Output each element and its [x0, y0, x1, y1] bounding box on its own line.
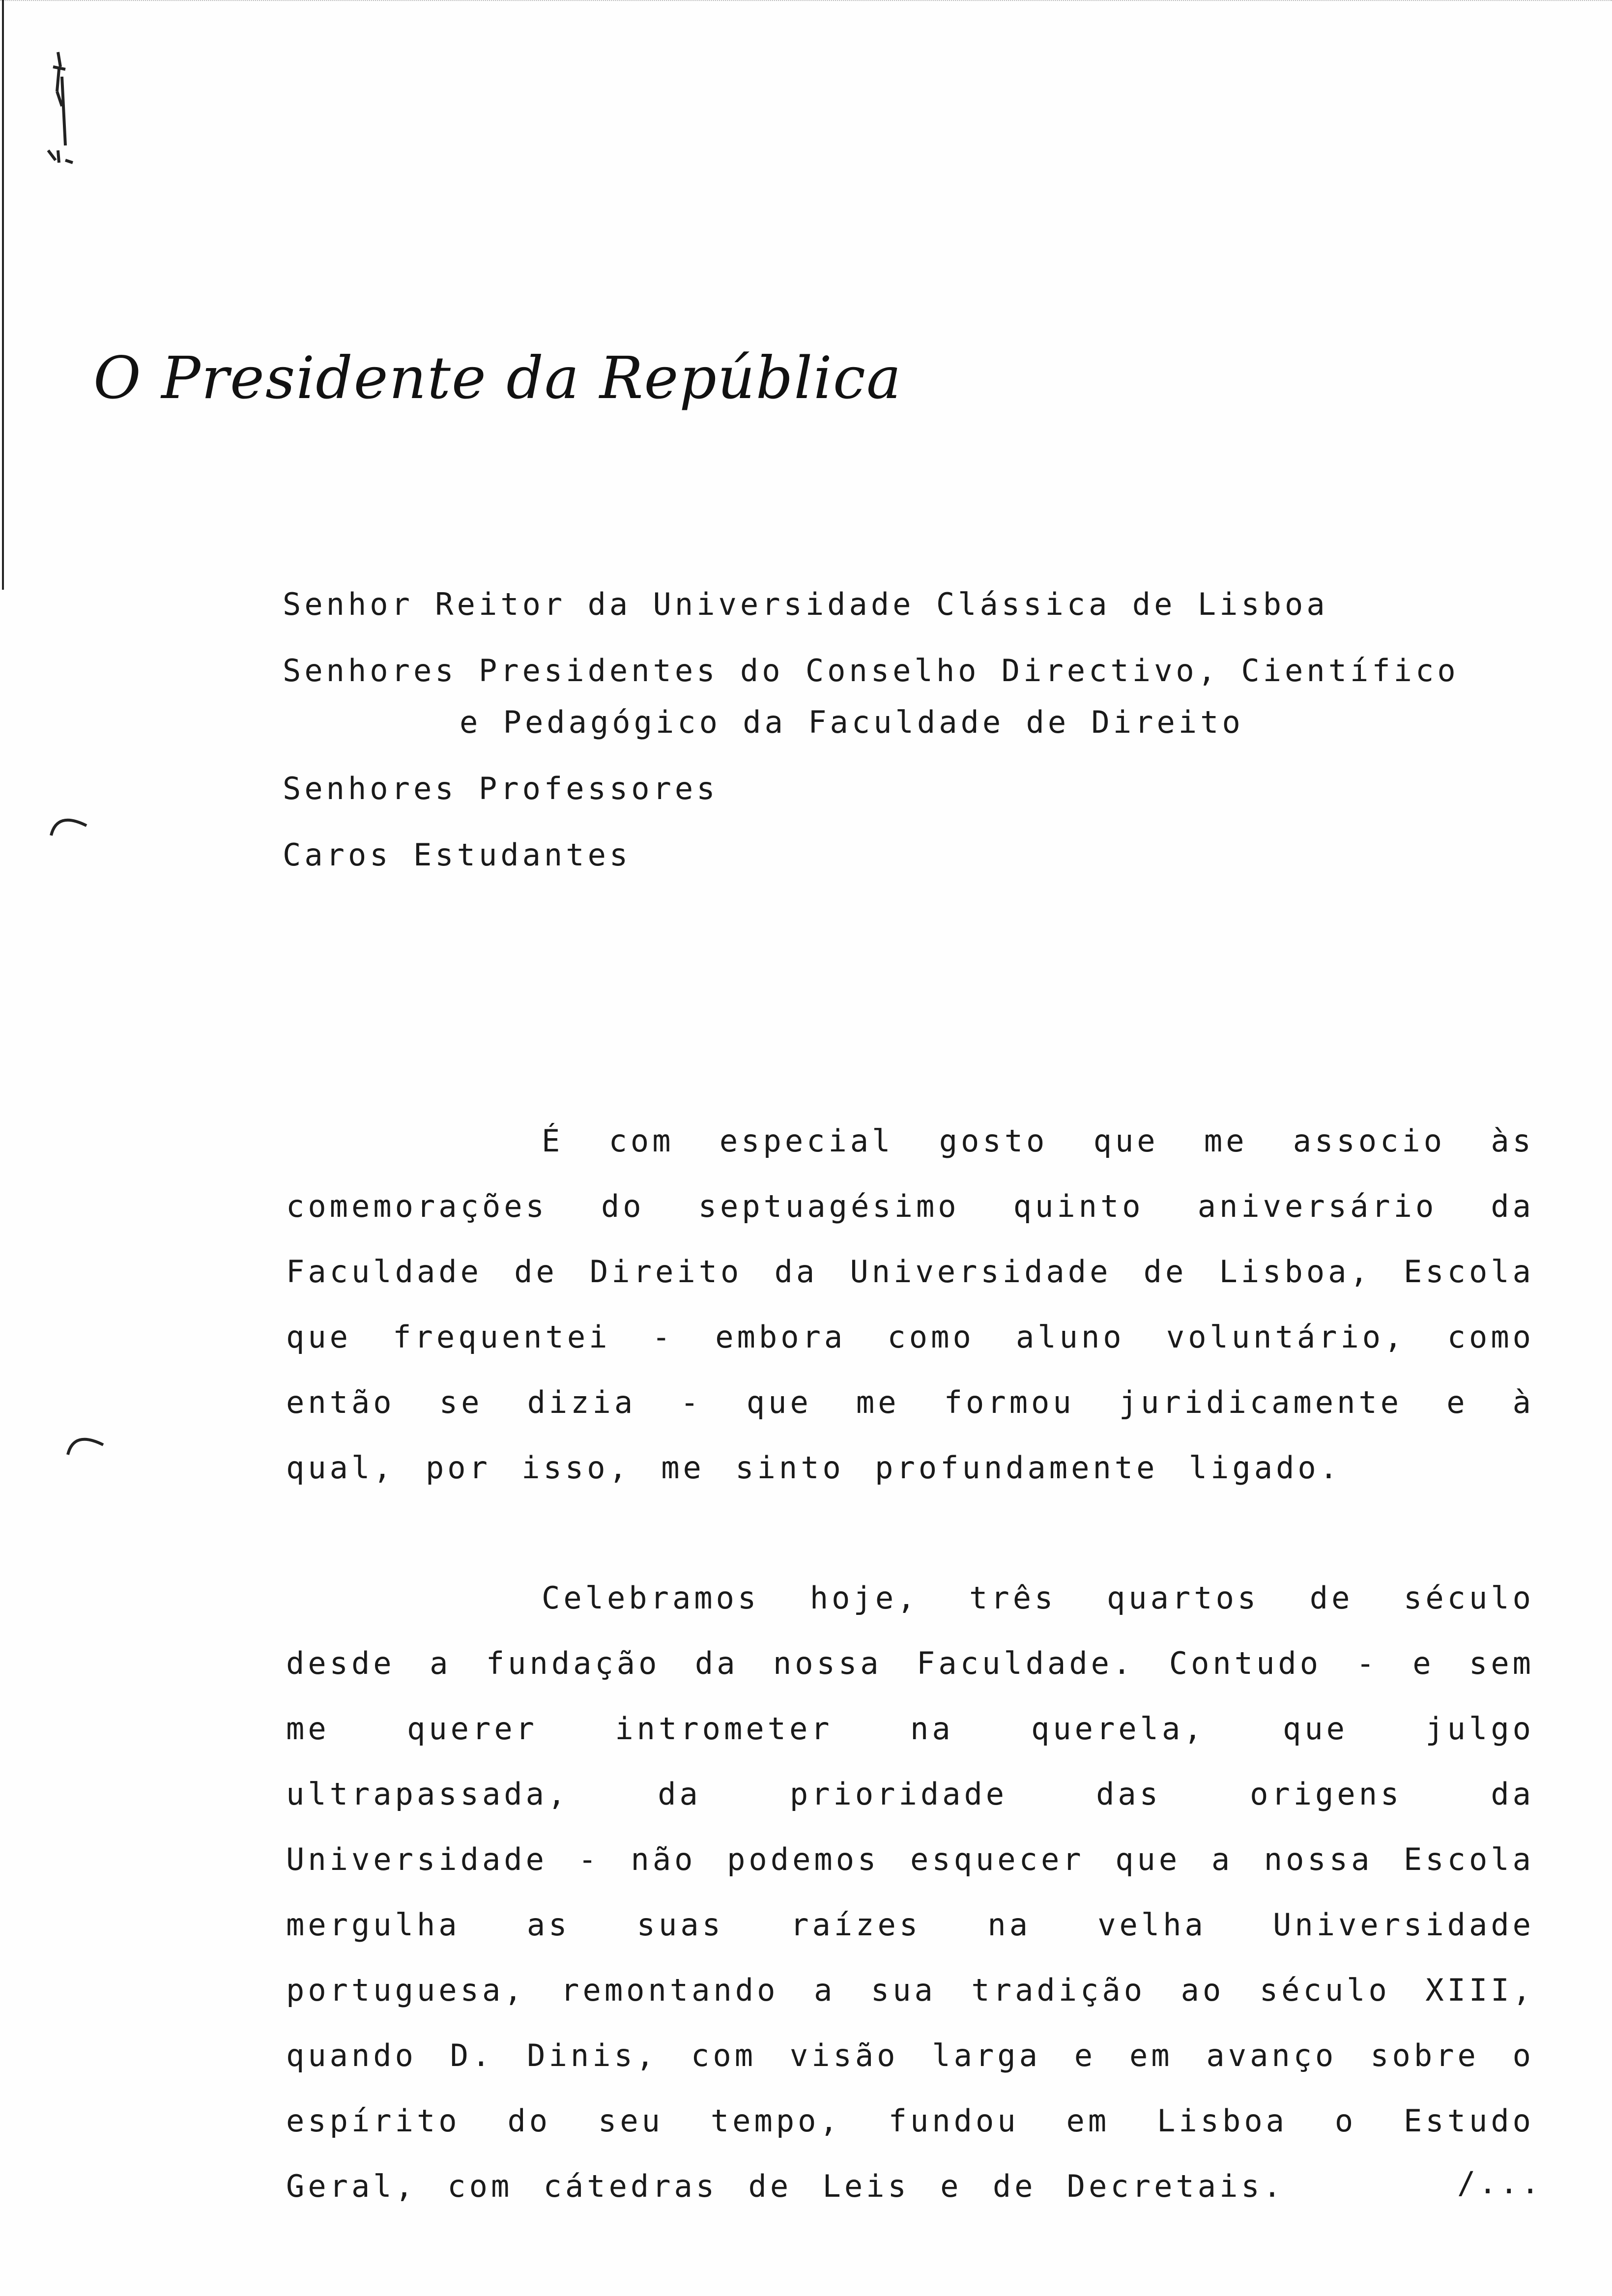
salutation-block	[283, 570, 1459, 887]
paragraph-text: Celebramos hoje, três quartos de século desde a fundação da nossa Faculdade. Contudo - e sem me querer intrometer na querela, que julgo ultrapassada, da prioridade das origens da Universidade - não podemos esquecer que a nossa Escola mergulha as suas raízes na velha Universidade portuguesa, remontando a sua tradição ao século XIII, quando D. Dinis, com visão larga e em avanço sobre o espírito do seu tempo, fundou em Lisboa o Estudo Geral, com cátedras de Leis e de Decretais.	[286, 1580, 1534, 2204]
letterhead: O Presidente da República	[93, 344, 902, 412]
paragraph-text: É com especial gosto que me associo às comemorações do septuagésimo quinto aniversário da Faculdade de Direito da Universidade de Lisboa, Escola que frequentei - embora como aluno voluntário, como então se dizia - que me formou juridicamente e à qual, por isso, me sinto profundamente ligado.	[286, 1123, 1534, 1486]
body-paragraph	[286, 1565, 1534, 2219]
punch-hole-mark	[64, 1425, 108, 1469]
salutation-line: Caros Estudantes	[283, 837, 632, 873]
salutation-line: e Pedagógico da Faculdade de Direito	[460, 704, 1244, 740]
scan-left-edge	[2, 0, 4, 590]
continuation-mark: /...	[1457, 2165, 1543, 2201]
salutation-line: Senhor Reitor da Universidade Clássica de Lisboa	[283, 586, 1328, 622]
salutation-line: Senhores Professores	[283, 771, 719, 806]
body-paragraph	[286, 1108, 1534, 1500]
corner-staple-mark	[38, 47, 83, 165]
scan-top-edge	[0, 0, 1612, 4]
salutation-line: Senhores Presidentes do Conselho Directivo, Científico	[283, 653, 1459, 689]
punch-hole-mark	[47, 806, 91, 850]
